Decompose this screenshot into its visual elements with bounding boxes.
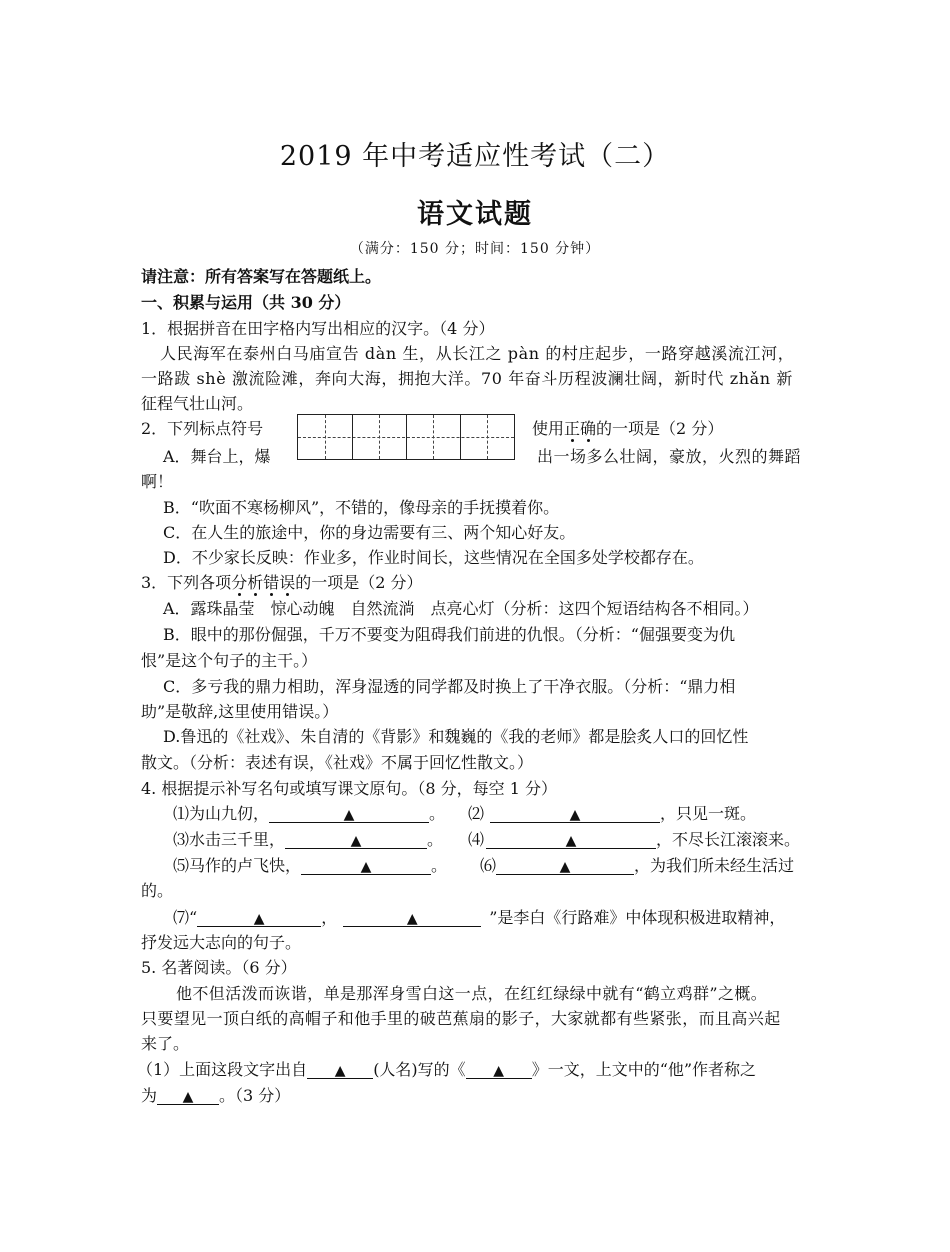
q4-item-text: ⑹ bbox=[480, 856, 497, 875]
blank-marker: ▲ bbox=[559, 859, 571, 875]
answer-blank bbox=[285, 831, 427, 849]
q5-stem: 5. 名著阅读。（6 分） bbox=[141, 958, 297, 977]
answer-blank bbox=[301, 857, 431, 875]
q4-item-1 bbox=[173, 803, 445, 825]
emphasis-char: 确 bbox=[580, 419, 597, 438]
q4-item-6-cont: 的。 bbox=[141, 881, 174, 900]
q3-option-d-line2: 散文。（分析：表述有误，《社戏》不属于回忆性散文。） bbox=[141, 753, 534, 772]
q4-item-6 bbox=[480, 855, 794, 877]
q1-stem: 1．根据拼音在田字格内写出相应的汉字。（4 分） bbox=[141, 319, 495, 338]
tianzige-grid bbox=[297, 414, 515, 460]
q5-passage-line3: 来了。 bbox=[141, 1034, 190, 1053]
blank-marker: ▲ bbox=[350, 833, 362, 849]
q3-option-d-line1: D.鲁迅的《社戏》、朱自清的《背影》和魏巍的《我的老师》都是脍炙人口的回忆性 bbox=[163, 727, 749, 746]
q5-text: (人名)写的《 bbox=[373, 1060, 466, 1079]
section-heading: 一、积累与运用（共 30 分） bbox=[141, 293, 351, 312]
q4-item-5 bbox=[173, 855, 447, 877]
q3-option-c-line1: C．多亏我的鼎力相助，浑身湿透的同学都及时换上了干净衣服。（分析：“鼎力相 bbox=[163, 677, 736, 696]
answer-blank bbox=[486, 831, 656, 849]
q2-stem-text: 的一项是（2 分） bbox=[596, 419, 724, 438]
q4-item-text: ⑺“ bbox=[173, 908, 198, 927]
blank-marker: ▲ bbox=[569, 807, 581, 823]
blank-marker: ▲ bbox=[406, 911, 418, 927]
q1-text-line2: 一路跋 shè 激流险滩，奔向大海，拥抱大洋。70 年奋斗历程波澜壮阔，新时代 zhǎn 新 bbox=[141, 369, 793, 388]
q2-option-c: C．在人生的旅途中，你的身边需要有三、两个知心好友。 bbox=[163, 523, 576, 542]
emphasis-char: 正 bbox=[564, 419, 581, 438]
answer-blank bbox=[307, 1061, 373, 1079]
q4-item-text: ⑵ bbox=[468, 804, 485, 823]
answer-blank bbox=[269, 805, 429, 823]
q4-item-7-cont: 抒发远大志向的句子。 bbox=[141, 933, 302, 952]
blank-marker: ▲ bbox=[565, 833, 577, 849]
q4-item-4 bbox=[468, 829, 800, 851]
grid-dashed-col bbox=[379, 415, 380, 459]
blank-marker: ▲ bbox=[253, 911, 265, 927]
q2-stem-left: 2．下列标点符号 bbox=[141, 419, 264, 438]
q4-item-text: ⑶水击三千里， bbox=[173, 830, 286, 849]
q3-option-b-line2: 恨”是这个句子的主干。） bbox=[141, 651, 318, 670]
grid-dashed-col bbox=[487, 415, 488, 459]
q2-option-a-cont: 啊！ bbox=[141, 472, 174, 491]
answer-blank bbox=[466, 1061, 532, 1079]
emphasis-char: 错 bbox=[263, 573, 280, 592]
q5-subquestion-1-cont bbox=[141, 1085, 290, 1107]
grid-dashed-col bbox=[325, 415, 326, 459]
q5-passage-line2: 只要望见一顶白纸的高帽子和他手里的破芭蕉扇的影子，大家就都有些紧张，而且高兴起 bbox=[141, 1009, 781, 1028]
blank-marker: ▲ bbox=[360, 859, 372, 875]
q4-item-text: 。 bbox=[427, 830, 444, 849]
q4-item-text: ”是李白《行路难》中体现积极进取精神， bbox=[489, 908, 786, 927]
q4-item-text: ，为我们所未经生活过 bbox=[634, 856, 795, 875]
notice: 请注意：所有答案写在答题纸上。 bbox=[141, 267, 382, 286]
answer-blank bbox=[490, 805, 660, 823]
q3-stem bbox=[141, 572, 423, 594]
score-time-info: （满分：150 分；时间：150 分钟） bbox=[349, 241, 601, 257]
q2-option-d: D．不少家长反映：作业多，作业时间长，这些情况在全国多处学校都存在。 bbox=[163, 548, 704, 567]
q4-item-2 bbox=[468, 803, 756, 825]
q4-stem: 4. 根据提示补写名句或填写课文原句。（8 分，每空 1 分） bbox=[141, 779, 557, 798]
exam-subject: 语文试题 bbox=[417, 199, 533, 230]
q4-item-text: ， bbox=[321, 908, 338, 927]
blank-marker: ▲ bbox=[343, 807, 355, 823]
grid-col bbox=[460, 415, 461, 459]
answer-blank bbox=[197, 909, 321, 927]
q5-text: 为 bbox=[141, 1086, 158, 1105]
q5-text: 》一文，上文中的“他”作者称之 bbox=[531, 1060, 757, 1079]
answer-blank bbox=[343, 909, 481, 927]
blank-marker: ▲ bbox=[334, 1063, 346, 1079]
q2-stem-right bbox=[532, 418, 723, 440]
q4-item-text: 。 bbox=[431, 856, 448, 875]
grid-dashed-col bbox=[433, 415, 434, 459]
q5-passage-line1: 他不但活泼而诙谐，单是那浑身雪白这一点，在红红绿绿中就有“鹤立鸡群”之概。 bbox=[176, 984, 768, 1003]
exam-title: 2019 年中考适应性考试（二） bbox=[279, 141, 671, 172]
q2-option-a-left: A．舞台上，爆 bbox=[163, 447, 271, 466]
q3-option-a: A．露珠晶莹 惊心动魄 自然流淌 点亮心灯（分析：这四个短语结构各不相同。） bbox=[163, 599, 759, 618]
emphasis-char: 析 bbox=[247, 573, 264, 592]
q4-item-3 bbox=[173, 829, 443, 851]
q2-option-a-right: 出一场多么壮阔，豪放，火烈的舞蹈 bbox=[537, 447, 802, 466]
q2-option-b: B．“吹面不寒杨柳风”，不错的，像母亲的手抚摸着你。 bbox=[163, 498, 560, 517]
q1-text-line3: 征程气壮山河。 bbox=[141, 394, 254, 413]
answer-blank bbox=[496, 857, 634, 875]
q3-stem-text: 3．下列各项 bbox=[141, 573, 232, 592]
q4-item-text: ，只见一斑。 bbox=[660, 804, 757, 823]
q4-item-7 bbox=[173, 907, 785, 929]
q3-option-c-line2: 助”是敬辞,这里使用错误。） bbox=[141, 702, 339, 721]
grid-col bbox=[406, 415, 407, 459]
q4-item-text: ⑴为山九仞， bbox=[173, 804, 270, 823]
q4-item-text: ⑷ bbox=[468, 830, 485, 849]
blank-marker: ▲ bbox=[493, 1063, 505, 1079]
q2-stem-text: 使用 bbox=[532, 419, 565, 438]
q3-option-b-line1: B．眼中的那份倔强，千万不要变为阻碍我们前进的仇恨。（分析：“倔强要变为仇 bbox=[163, 625, 735, 644]
q3-stem-text: 的一项是（2 分） bbox=[295, 573, 423, 592]
q4-item-text: 。 bbox=[429, 804, 446, 823]
q5-text: 。（3 分） bbox=[219, 1086, 291, 1105]
q1-text-line1: 人民海军在泰州白马庙宣告 dàn 生，从长江之 pàn 的村庄起步，一路穿越溪流江河， bbox=[160, 344, 795, 363]
grid-col bbox=[352, 415, 353, 459]
q4-item-text: ⑸马作的卢飞快， bbox=[173, 856, 302, 875]
q5-text: （1）上面这段文字出自 bbox=[137, 1060, 308, 1079]
emphasis-char: 误 bbox=[279, 573, 296, 592]
q5-subquestion-1 bbox=[137, 1059, 756, 1081]
answer-blank bbox=[157, 1087, 219, 1105]
emphasis-char: 分 bbox=[231, 573, 248, 592]
q4-item-text: ，不尽长江滚滚来。 bbox=[656, 830, 801, 849]
blank-marker: ▲ bbox=[182, 1089, 194, 1105]
